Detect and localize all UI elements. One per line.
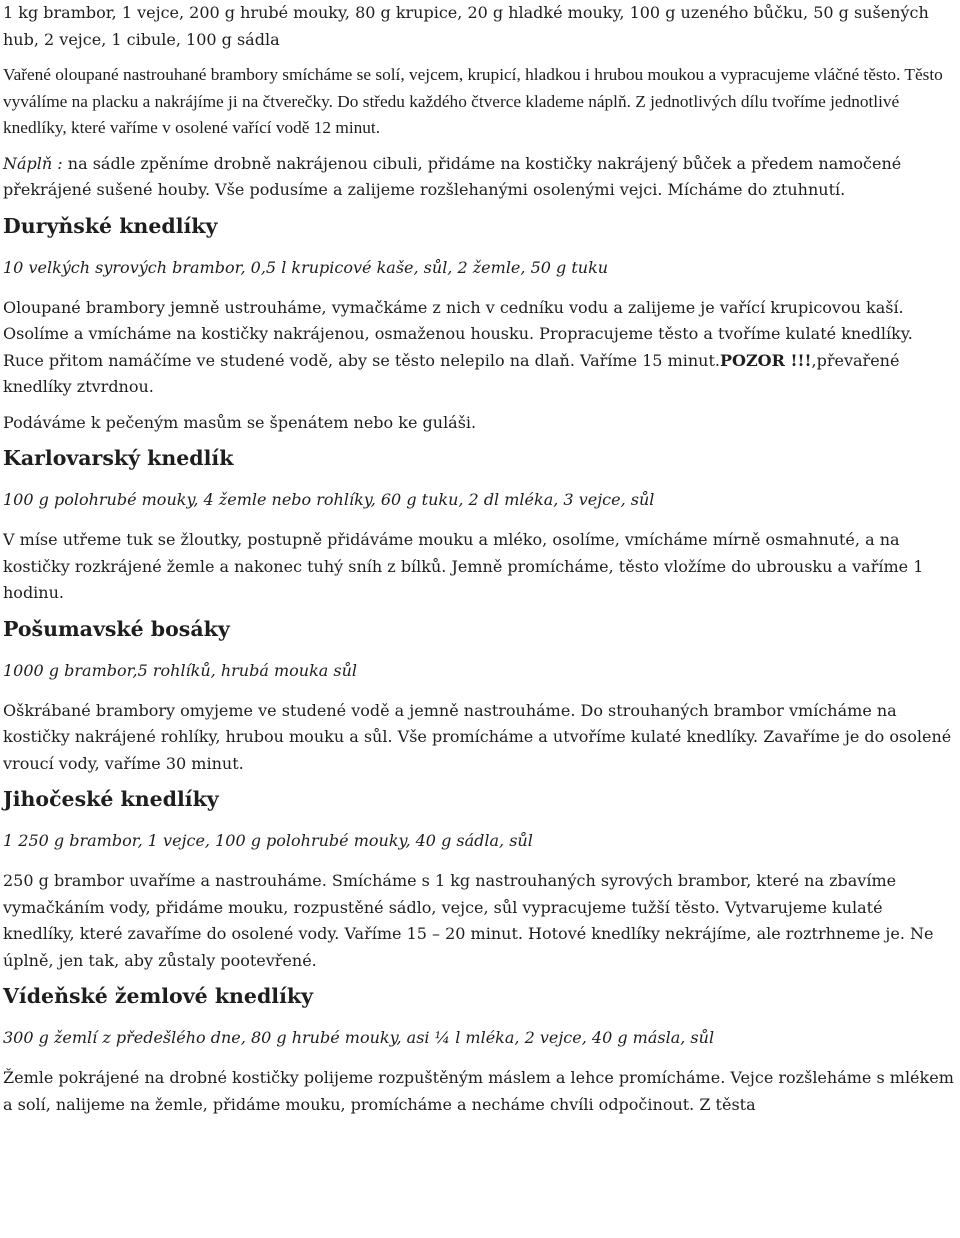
recipe-title-jihoceske: Jihočeské knedlíky xyxy=(3,787,219,811)
recipe-title-karlovarsky: Karlovarský knedlík xyxy=(3,446,234,470)
intro-method: Vařené oloupané nastrouhané brambory smícháme se solí, vejcem, krupicí, hladkou i hrubou moukou a vypracujeme vláčné těsto. Těsto vyválíme na placku a nakrájíme ji na čtverečky. Do středu každého čtverce klademe náplň. Z jednotlivých dílu tvoříme jednotlivé knedlíky, které vaříme v osolené vařící vodě 12 minut. xyxy=(3,65,943,137)
recipe-ingredients-duryne: 10 velkých syrových brambor, 0,5 l krupicové kaše, sůl, 2 žemle, 50 g tuku xyxy=(3,257,609,277)
intro-filling xyxy=(3,151,957,204)
recipe-ingredients-karlovarsky: 100 g polohrubé mouky, 4 žemle nebo rohlíky, 60 g tuku, 2 dl mléka, 3 vejce, sůl xyxy=(3,490,655,509)
recipe-title-videnske: Vídeňské žemlové knedlíky xyxy=(3,984,314,1008)
recipe-method-jihoceske: 250 g brambor uvaříme a nastrouháme. Smícháme s 1 kg nastrouhaných syrových brambor, které na zbavíme vymačkáním vody, přidáme mouku, rozpustěné sádlo, vejce, sůl vypracujeme tužší těsto. Vytvarujeme kulaté knedlíky, které zavaříme do osolené vody. Vaříme 15 – 20 minut. Hotové knedlíky nekrájíme, ale roztrhneme je. Ne úplně, jen tak, aby zůstaly pootevřené. xyxy=(3,871,934,970)
recipe-method-bosaky: Oškrábané brambory omyjeme ve studené vodě a jemně nastrouháme. Do strouhaných brambor vmícháme na kostičky nakrájené rohlíky, hrubou mouku a sůl. Vše promícháme a utvoříme kulaté knedlíky. Zavaříme je do osolené vroucí vody, vaříme 30 minut. xyxy=(3,700,952,773)
recipe-method-videnske: Žemle pokrájené na drobné kostičky polijeme rozpuštěným máslem a lehce promícháme. Vejce rozšleháme s mlékem a solí, nalijeme na žemle, přidáme mouku, promícháme a necháme chvíli odpočinout. Z těsta xyxy=(3,1068,954,1114)
method-text: Oloupané brambory jemně ustrouháme, vymačkáme z nich v cedníku vodu a zalijeme je vařící krupicovou kaší. Osolíme a vmícháme na kostičky nakrájenou, osmaženou housku. Propracujeme těsto a tvoříme kulaté knedlíky. Ruce přitom namáčíme ve studené vodě, aby se těsto nelepilo na dlaň. Vaříme 15 minut. xyxy=(3,297,913,370)
method-text-b: ,převařené knedlíky ztvrdnou. xyxy=(3,350,900,396)
recipe-method-duryne xyxy=(3,295,957,401)
warning-text: POZOR !!! xyxy=(719,350,812,370)
recipe-ingredients-jihoceske: 1 250 g brambor, 1 vejce, 100 g polohrubé mouky, 40 g sádla, sůl xyxy=(3,831,533,850)
filling-text: na sádle zpěníme drobně nakrájenou cibuli, přidáme na kostičky nakrájený bůček a předem namočené překrájené sušené houby. Vše podusíme a zalijeme rozšlehanými osolenými vejci. Mícháme do ztuhnutí. xyxy=(3,153,902,199)
recipe-method-karlovarsky: V míse utřeme tuk se žloutky, postupně přidáváme mouku a mléko, osolíme, vmícháme mírně osmahnuté, a na kostičky rozkrájené žemle a nakonec tuhý sníh z bílků. Jemně promícháme, těsto vložíme do ubrousku a vaříme 1 hodinu. xyxy=(3,530,924,602)
recipe-title-bosaky: Pošumavské bosáky xyxy=(3,616,230,641)
recipe-ingredients-videnske: 300 g žemlí z předešlého dne, 80 g hrubé mouky, asi ¼ l mléka, 2 vejce, 40 g másla, sůl xyxy=(3,1028,715,1047)
recipe-serving-duryne: Podáváme k pečeným masům se špenátem nebo ke guláši. xyxy=(3,412,477,432)
recipe-ingredients-bosaky: 1000 g brambor,5 rohlíků, hrubá mouka sůl xyxy=(3,660,358,680)
recipe-title-duryne: Duryňské knedlíky xyxy=(3,213,218,238)
intro-ingredients: 1 kg brambor, 1 vejce, 200 g hrubé mouky, 80 g krupice, 20 g hladké mouky, 100 g uzeného bůčku, 50 g sušených hub, 2 vejce, 1 cibule, 100 g sádla xyxy=(3,3,929,49)
filling-label: Náplň : xyxy=(3,153,63,173)
